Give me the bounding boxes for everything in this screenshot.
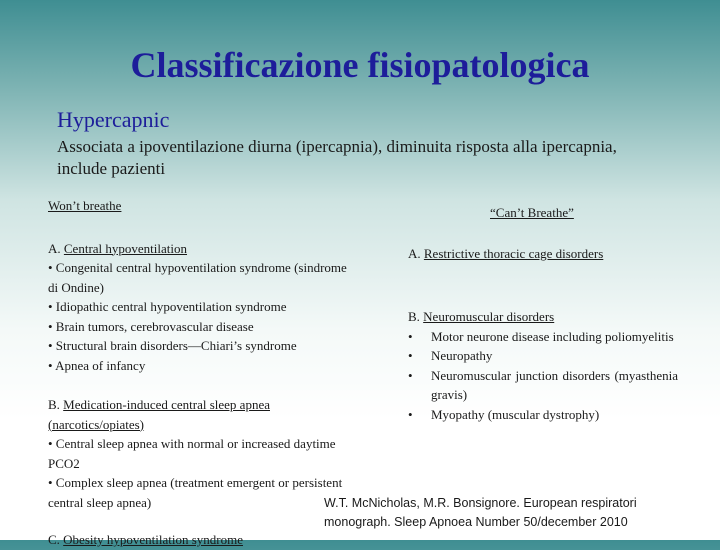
left-section-b-item: • Complex sleep apnea (treatment emergent or persistent central sleep apnea) xyxy=(48,475,343,510)
left-section-a-item: • Apnea of infancy xyxy=(48,357,146,373)
left-section-b-prefix: B. xyxy=(48,397,60,412)
left-section-a-prefix: A. xyxy=(48,240,61,256)
left-header: Won’t breathe xyxy=(48,198,122,213)
bullet-icon: • xyxy=(408,328,413,344)
left-section-a-title: Central hypoventilation xyxy=(63,240,188,256)
right-section-a xyxy=(408,244,678,264)
right-column xyxy=(408,196,678,424)
left-section-c-title: Obesity hypoventilation syndrome xyxy=(63,532,243,547)
citation-line: monograph. Sleep Apnoea Number 50/december 2010 xyxy=(324,515,628,529)
left-section-a-item: • Brain tumors, cerebrovascular disease xyxy=(48,318,254,334)
right-header: “Can’t Breathe” xyxy=(490,205,574,220)
bullet-icon: • xyxy=(408,348,413,363)
citation-line: W.T. McNicholas, M.R. Bonsignore. European respiratori xyxy=(324,496,637,510)
left-section-a xyxy=(48,239,358,259)
right-section-b-item: • Neuropathy xyxy=(408,346,678,366)
right-section-b-item: • Motor neurone disease including poliomyelitis xyxy=(408,327,678,347)
left-section-a-item: • Idiopathic central hypoventilation syndrome xyxy=(48,299,287,314)
right-section-b-title: Neuromuscular disorders xyxy=(423,309,555,324)
left-section-c-prefix: C. xyxy=(48,532,60,547)
right-section-b xyxy=(408,307,678,327)
bullet-icon: • xyxy=(408,367,413,383)
subtitle: Hypercapnic xyxy=(57,107,170,132)
left-section-b-item: • Central sleep apnea with normal or increased daytime PCO2 xyxy=(48,436,336,471)
left-section-a-item: • Structural brain disorders—Chiari’s syndrome xyxy=(48,338,297,353)
intro-text: Associata a ipoventilazione diurna (ipercapnia), diminuita risposta alla ipercapnia, include pazienti xyxy=(57,137,617,178)
left-section-b xyxy=(48,395,358,434)
left-section-a-item: • Congenital central hypoventilation syndrome (sindrome di Ondine) xyxy=(48,260,347,295)
left-column xyxy=(48,196,358,550)
left-section-b-title: Medication-induced central sleep apnea (narcotics/opiates) xyxy=(48,397,270,432)
right-section-a-title: Restrictive thoracic cage disorders xyxy=(423,245,604,261)
bullet-icon: • xyxy=(408,406,413,422)
right-section-b-item: • Myopathy (muscular dystrophy) xyxy=(408,405,678,425)
right-section-a-prefix: A. xyxy=(408,245,421,261)
right-section-b-prefix: B. xyxy=(408,309,420,324)
slide-title: Classificazione fisiopatologica xyxy=(130,45,590,85)
right-section-b-item: • Neuromuscular junction disorders (myasthenia gravis) xyxy=(408,366,678,405)
citation xyxy=(324,494,704,532)
